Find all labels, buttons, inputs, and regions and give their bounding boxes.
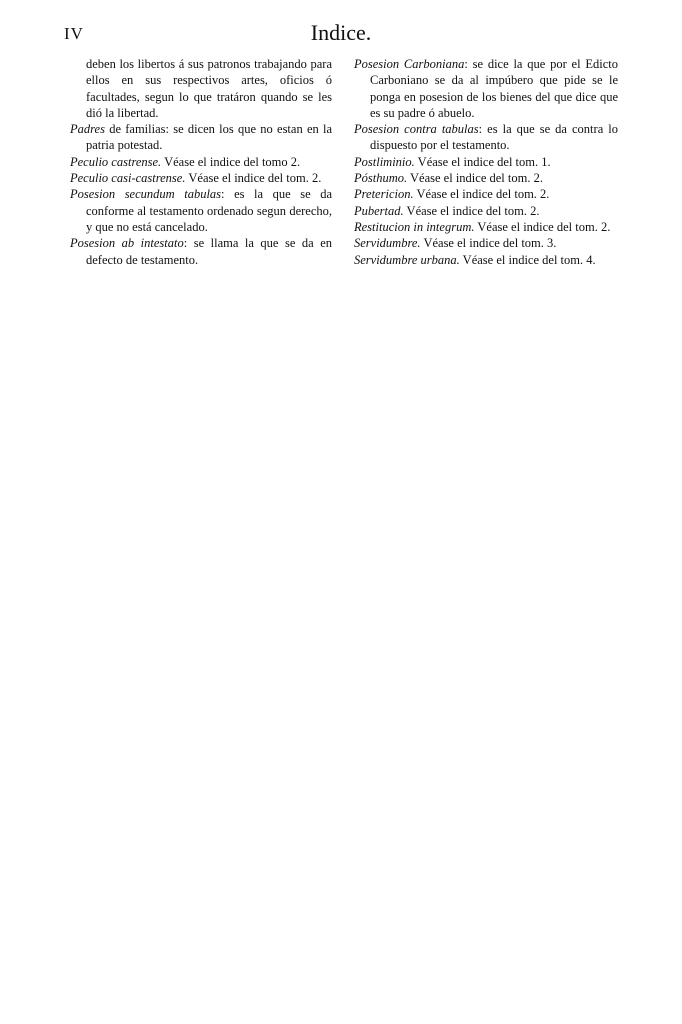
- entry-text: Véase el indice del tomo 2.: [161, 154, 301, 169]
- entry-term: Posesion contra tabulas: [354, 122, 479, 137]
- index-entry: [70, 170, 332, 186]
- index-entry: [354, 56, 618, 121]
- entry-text: Véase el indice del tom. 2.: [403, 203, 540, 218]
- index-entry: [70, 186, 332, 235]
- entry-term: Pretericion.: [354, 187, 414, 202]
- page-number: IV: [64, 24, 84, 43]
- entry-term: Peculio casi-castrense.: [70, 171, 186, 186]
- entry-text: : es la que se da contra lo dispuesto por el testamento.: [370, 122, 618, 153]
- index-entry: [70, 235, 332, 268]
- index-entry: [354, 121, 618, 154]
- entry-text: de familias: se dicen los que no estan en la patria potestad.: [86, 122, 332, 153]
- index-entry: [354, 154, 618, 170]
- entry-term: Servidumbre.: [354, 236, 421, 251]
- entry-text: Véase el indice del tom. 3.: [420, 236, 557, 251]
- entry-text: : es la que se da conforme al testamento ordenado segun derecho, y que no está cancelado.: [86, 187, 332, 234]
- entry-text: Véase el indice del tom. 4.: [459, 252, 596, 267]
- index-entry: [354, 186, 618, 202]
- entry-term: Posesion ab intestato: [70, 236, 184, 251]
- entry-term: Padres: [70, 122, 105, 137]
- index-entry: [70, 121, 332, 154]
- entry-term: Posesion Carboniana: [354, 57, 465, 71]
- index-entry: [354, 252, 618, 268]
- entry-text: : se llama la que se da en defecto de testamento.: [86, 236, 332, 267]
- entry-term: Posesion secundum tabulas: [70, 187, 222, 202]
- index-entry: [70, 154, 332, 170]
- index-entry: [70, 56, 332, 121]
- entry-term: Pubertad.: [354, 203, 404, 218]
- entry-text: deben los libertos á sus patronos trabajando para ellos en sus respectivos artes, oficios ó facultades, segun lo que tratáron quando se les dió la libertad.: [86, 57, 332, 120]
- entry-term: Restitucion in integrum.: [354, 219, 475, 234]
- entry-text: Véase el indice del tom. 1.: [414, 154, 551, 169]
- entry-text: : se dice la que por el Edicto Carboniano se da al impúbero que pide se le ponga en posesion de los bienes del que dice que es su padre ó abuelo.: [370, 57, 618, 120]
- index-entry: [354, 203, 618, 219]
- entry-term: Servidumbre urbana.: [354, 252, 460, 267]
- entry-term: Pósthumo.: [354, 171, 408, 186]
- entry-text: Véase el indice del tom. 2.: [185, 171, 322, 186]
- entry-text: Véase el indice del tom. 2.: [407, 171, 543, 186]
- left-column: [70, 56, 332, 268]
- entry-text: Véase el indice del tom. 2.: [413, 187, 550, 202]
- right-column: [354, 56, 618, 268]
- index-entry: [354, 219, 618, 235]
- index-entry: [354, 170, 618, 186]
- entry-term: Postliminio.: [354, 154, 415, 169]
- index-entry: [354, 235, 618, 251]
- page-title: Indice.: [310, 20, 372, 45]
- entry-text: Véase el indice del tom. 2.: [474, 219, 611, 234]
- entry-term: Peculio castrense.: [70, 154, 162, 169]
